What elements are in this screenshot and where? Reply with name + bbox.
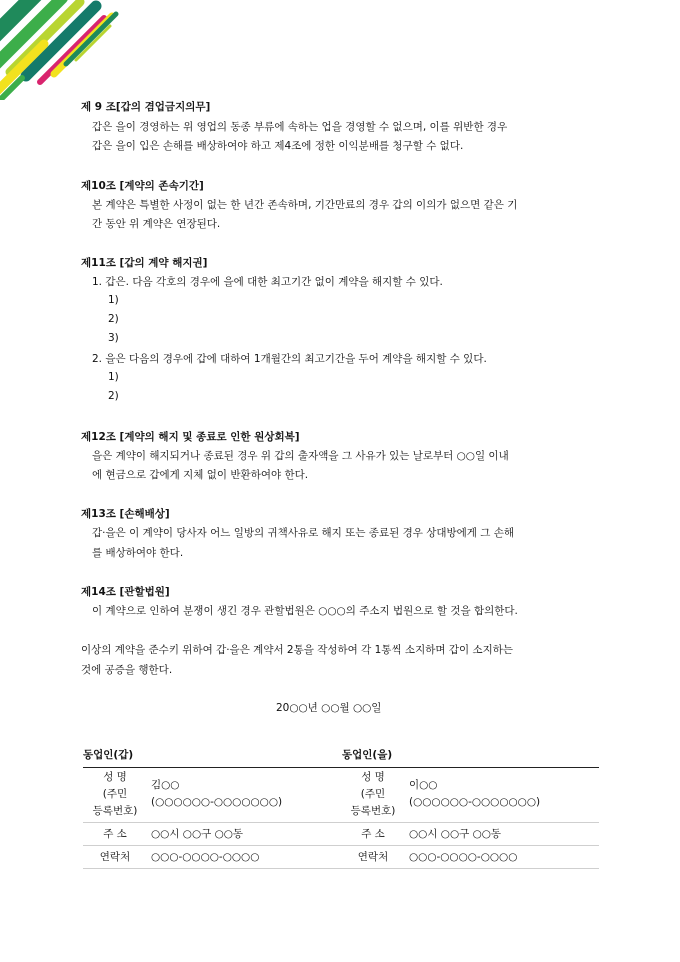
article-11-item-2: 2. 을은 다음의 경우에 갑에 대하여 1개월간의 최고기간을 두어 계약을 해지할 수 있다.: [92, 353, 487, 365]
article-11-heading: 제11조 [갑의 계약 해지권]: [81, 257, 208, 269]
party-b-name-label: [341, 768, 405, 822]
article-10-line-1: 본 계약은 특별한 사정이 없는 한 년간 존속하며, 기간만료의 경우 갑의 이의가 없으면 같은 기: [92, 199, 518, 211]
article-14-heading: 제14조 [관할법원]: [81, 586, 170, 598]
article-13-line-2: 를 배상하여야 한다.: [92, 547, 184, 559]
closing-line-1: 이상의 계약을 준수키 위하여 갑·을은 계약서 2통을 작성하여 각 1통씩 소지하며 갑이 소지하는: [81, 644, 514, 656]
party-a-table: [83, 767, 341, 869]
party-b-id: (○○○○○○-○○○○○○○): [409, 796, 541, 808]
name-label-line: (주민: [360, 788, 386, 800]
party-a-address-row: [83, 823, 341, 846]
party-a-name-row: [83, 768, 341, 823]
article-11-item-1-sub: 3): [108, 332, 119, 344]
party-b-name: 이○○: [409, 779, 438, 791]
party-b-table: [341, 767, 599, 869]
party-b-name-row: [341, 768, 599, 823]
article-9-line-1: 갑은 을이 경영하는 위 영업의 동종 부류에 속하는 업을 경영할 수 없으며, 이를 위반한 경우: [92, 121, 508, 133]
party-a-name-label: [83, 768, 147, 822]
party-a-id: (○○○○○○-○○○○○○○): [151, 796, 283, 808]
article-13-line-1: 갑·을은 이 계약이 당사자 어느 일방의 귀책사유로 해지 또는 종료된 경우 상대방에게 그 손해: [92, 527, 515, 539]
article-11-item-2-sub: 2): [108, 390, 119, 402]
party-a-name-value: [147, 768, 341, 822]
name-label-line: 성 명: [361, 771, 385, 783]
party-b-name-value: [405, 768, 599, 822]
name-label-line: 등록번호): [350, 805, 396, 817]
article-9-heading: 제 9 조[갑의 겸업금지의무]: [81, 101, 211, 113]
article-11-item-1: 1. 갑은. 다음 각호의 경우에 을에 대한 최고기간 없이 계약을 해지할 수 있다.: [92, 276, 443, 288]
party-b-contact-label: 연락처: [357, 850, 389, 863]
name-label-line: 성 명: [103, 771, 127, 783]
article-14-line: 이 계약으로 인하여 분쟁이 생긴 경우 관할법원은 ○○○의 주소지 법원으로 할 것을 합의한다.: [92, 605, 518, 617]
party-a-name: 김○○: [151, 779, 180, 791]
party-a-address-label: 주 소: [103, 827, 127, 840]
party-b-contact: ○○○-○○○○-○○○○: [409, 850, 518, 863]
article-10-heading: 제10조 [계약의 존속기간]: [81, 180, 204, 192]
party-b-title: 동업인(을): [342, 749, 393, 761]
contract-date: 20○○년 ○○월 ○○일: [276, 702, 382, 714]
name-label-line: 등록번호): [92, 805, 138, 817]
article-10-line-2: 간 동안 위 계약은 연장된다.: [92, 218, 221, 230]
party-b-contact-row: [341, 846, 599, 869]
party-a-contact-row: [83, 846, 341, 869]
corner-decoration: [0, 0, 120, 100]
article-13-heading: 제13조 [손해배상]: [81, 508, 170, 520]
party-a-title: 동업인(갑): [83, 749, 134, 761]
article-11-item-1-sub: 2): [108, 313, 119, 325]
article-9-line-2: 갑은 을이 입은 손해를 배상하여야 하고 제4조에 정한 이익분배를 청구할 수 없다.: [92, 140, 464, 152]
party-b-address-label: 주 소: [361, 827, 385, 840]
article-12-line-1: 을은 계약이 해지되거나 종료된 경우 위 갑의 출자액을 그 사유가 있는 날로부터 ○○일 이내: [92, 450, 509, 462]
party-b-address: ○○시 ○○구 ○○동: [409, 827, 502, 840]
article-11-item-1-sub: 1): [108, 294, 119, 306]
article-12-line-2: 에 현금으로 갑에게 지체 없이 반환하여야 한다.: [92, 469, 309, 481]
party-a-contact: ○○○-○○○○-○○○○: [151, 850, 260, 863]
article-11-item-2-sub: 1): [108, 371, 119, 383]
party-a-address: ○○시 ○○구 ○○동: [151, 827, 244, 840]
closing-line-2: 것에 공증을 행한다.: [81, 664, 173, 676]
party-a-contact-label: 연락처: [99, 850, 131, 863]
article-12-heading: 제12조 [계약의 해지 및 종료로 인한 원상회복]: [81, 431, 300, 443]
party-b-address-row: [341, 823, 599, 846]
name-label-line: (주민: [102, 788, 128, 800]
